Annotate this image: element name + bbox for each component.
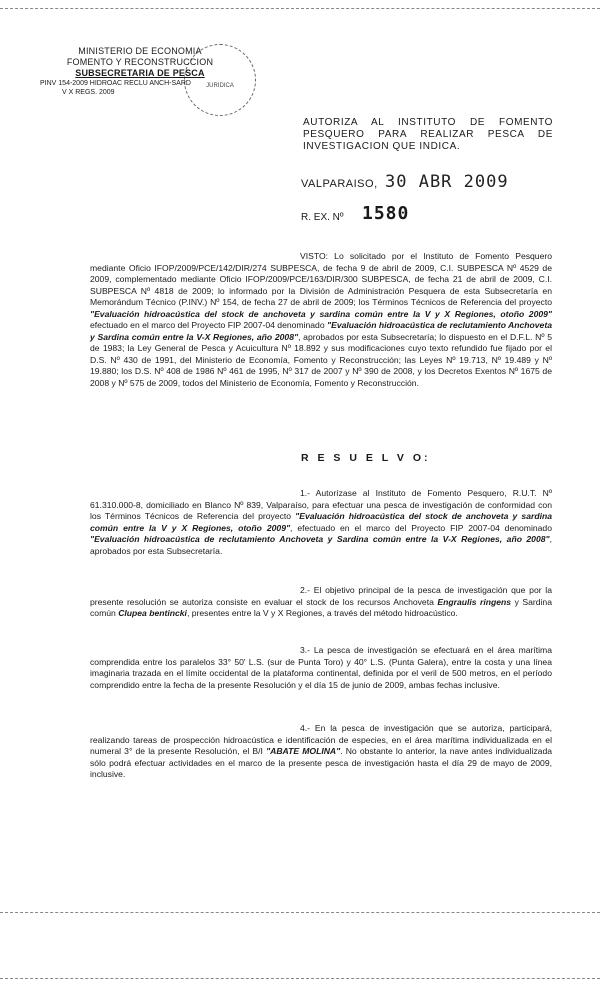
authorization-summary: AUTORIZA AL INSTITUTO DE FOMENTO PESQUERO PARA REALIZAR PESCA DE INVESTIGACION QUE INDICA. (303, 117, 553, 152)
stamp-text: JURIDICA (206, 83, 234, 89)
letterhead-reference-1: PINV 154-2009 HIDROAC RECLU ANCH-SARD (40, 80, 191, 87)
bottom-scan-edge (0, 912, 600, 913)
resuelvo-heading: R E S U E L V O: (301, 452, 431, 464)
letterhead-ministry: MINISTERIO DE ECONOMIA (78, 46, 202, 56)
project-title: "Evaluación hidroacústica del stock de anchoveta y sardina común entre la V y X Regiones, otoño 2009" (90, 308, 552, 319)
visto-paragraph: VISTO: Lo solicitado por el Instituto de Fomento Pesquero mediante Oficio IFOP/2009/PCE/142/DIR/274 SUBPESCA, de fecha 9 de abril de 2009, C.I. SUBPESCA Nº 4529 de 2009, complementado mediante Oficio IFOP/2009/PCE/163/DIR/300 SUBPESCA, de fecha 21 de abril de 2009, C.I. SUBPESCA Nº 4818 de 2009; lo informado por la División de Administración Pesquera de esta Subsecretaría en Memorándum Técnico (P.INV.) Nº 154, de fecha 27 de abril de 2009; los Términos Técnicos de Referencia del proyecto "Evaluación hidroacústica del stock de anchoveta y sardina común entre la V y X Regiones, otoño 2009" efectuado en el marco del Proyecto FIP 2007-04 denominado "Evaluación hidroacústica de reclutamiento Anchoveta y Sardina común entre la V-X Regiones, año 2008", aprobados por esta Subsecretaría; lo dispuesto en el D.F.L. Nº 5 de 1983; la Ley General de Pesca y Acuicultura Nº 18.892 y sus modificaciones cuyo texto refundido fue fijado por el D.S. Nº 430 de 1991, del Ministerio de Economía, Fomento y Reconstrucción; las Leyes Nº 19.713, Nº 19.489 y Nº 19.880; los D.S. Nº 408 de 1986 Nº 461 de 1995, Nº 317 de 2007 y Nº 390 de 2008, y los Decretos Exentos Nº 1675 de 2008 y Nº 575 de 2009, todos del Ministerio de Economía, Fomento y Reconstrucción. (90, 251, 552, 388)
letterhead-reference-2: V X REGS. 2009 (62, 89, 115, 96)
article-3: 3.- La pesca de investigación se efectuará en el área marítima comprendida entre los paralelos 33° 50' L.S. (sur de Punta Toro) y 40° L.S. (Punta Galera), entre la costa y una línea imaginaria trazada en el límite occidental de la plataforma continental, definida por el veril de 500 metros, en el período comprendido entre la fecha de la presente Resolución y el día 15 de junio de 2009, ambas fechas inclusive. (90, 645, 552, 690)
top-scan-edge (0, 8, 600, 9)
resolution-number: 1580 (362, 203, 410, 224)
letterhead-subsecretaria: SUBSECRETARIA DE PESCA (75, 68, 205, 78)
visto-label: VISTO: (300, 251, 329, 261)
fip-project-title: "Evaluación hidroacústica de reclutamiento Anchoveta y Sardina común entre la V-X Regiones, año 2008" (90, 320, 552, 342)
article-2: 2.- El objetivo principal de la pesca de investigación que por la presente resolución se autoriza consiste en evaluar el stock de los recursos Anchoveta Engraulis ringens y Sardina común Clupea bentincki, presentes entre la V y X Regiones, a través del método hidroacústico. (90, 585, 552, 618)
page-bottom-edge (0, 978, 600, 979)
place-label: VALPARAISO, (301, 178, 378, 190)
article-4: 4.- En la pesca de investigación que se autoriza, participará, realizando tareas de prospección hidroacústica e identificación de especies, en el área marítima individualizada en el numeral 3° de la presente Resolución, el B/I "ABATE MOLINA". No obstante lo anterior, la nave antes individualizada sólo podrá efectuar actividades en el marco de la presente pesca de investigación hasta el día 29 de mayo de 2009, inclusive. (90, 723, 553, 779)
letterhead-fomento: FOMENTO Y RECONSTRUCCION (66, 57, 214, 67)
article-1: 1.- Autorízase al Instituto de Fomento Pesquero, R.U.T. Nº 61.310.000-8, domiciliado en Blanco Nº 839, Valparaíso, para efectuar una pesca de investigación de conformidad con los Términos Técnicos de Referencia del proyecto "Evaluación hidroacústica del stock de anchoveta y sardina común entre la V y X Regiones, otoño 2009", efectuado en el marco del Proyecto FIP 2007-04 denominado "Evaluación hidroacústica de reclutamiento Anchoveta y Sardina común entre la V-X Regiones, año 2008", aprobados por esta Subsecretaría. (90, 488, 552, 556)
letterhead (40, 46, 240, 97)
resolution-label: R. EX. Nº (301, 212, 344, 223)
date-stamp: 30 ABR 2009 (385, 172, 509, 192)
